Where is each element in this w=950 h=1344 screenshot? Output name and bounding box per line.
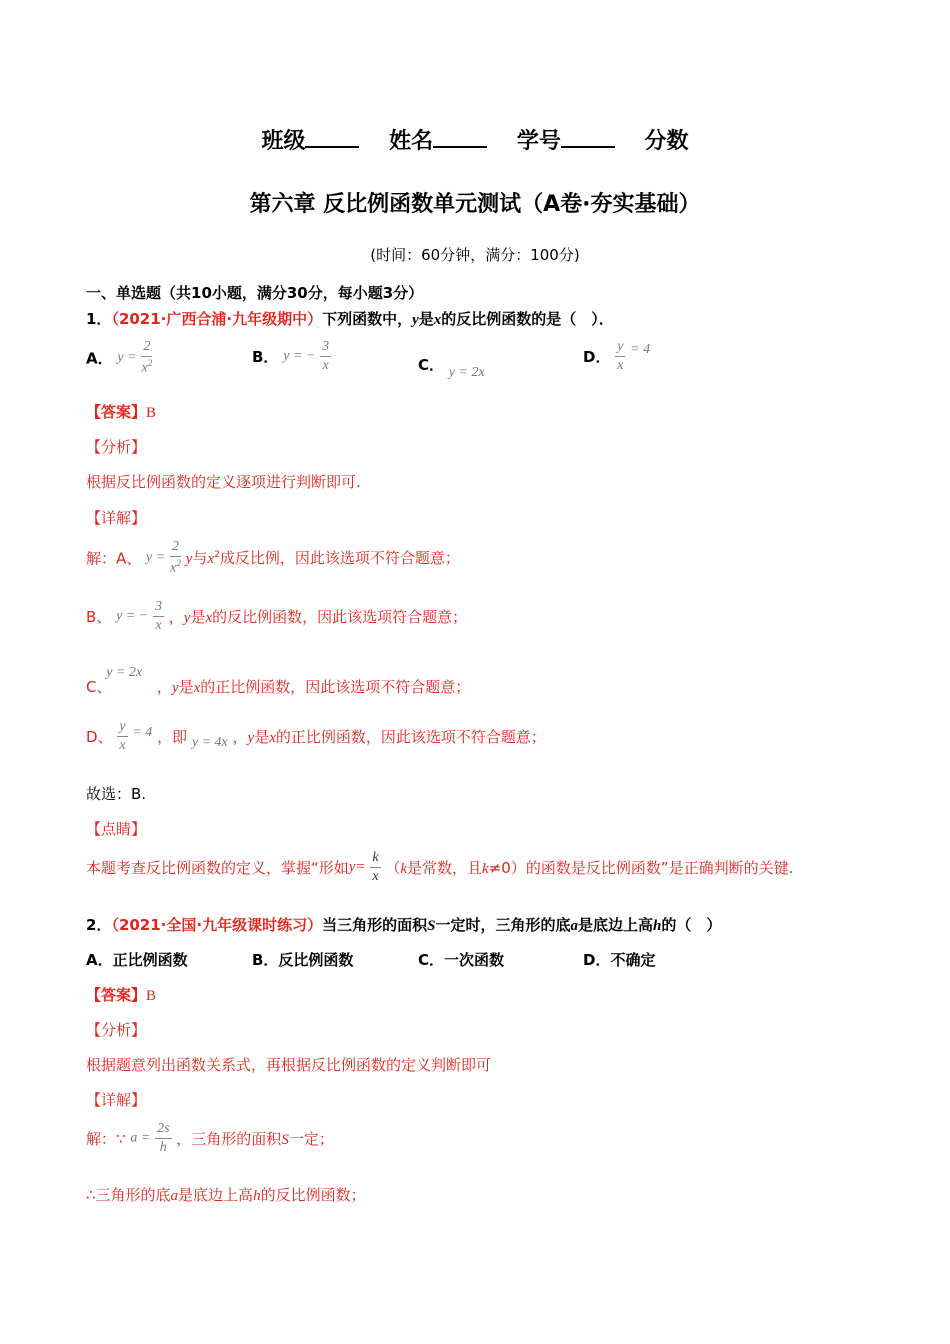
class-blank <box>305 126 359 148</box>
answer-value: B <box>146 988 157 1004</box>
detail-prefix: 解：∵ <box>86 1130 126 1148</box>
q2-stem-text-c: 是底边上高 <box>577 916 653 934</box>
answer-tag: 【答案】 <box>86 986 147 1004</box>
var-y: y <box>171 680 179 696</box>
q2-stem <box>86 914 721 935</box>
class-label: 班级 <box>261 129 306 154</box>
option-label: D． <box>583 348 611 366</box>
q2-detail-tag: 【详解】 <box>86 1091 147 1109</box>
detail-text: 是 <box>254 728 270 746</box>
fraction-den: x <box>155 618 162 633</box>
fraction-num: 3 <box>320 340 331 357</box>
id-label: 学号 <box>516 129 561 154</box>
detail-text: ， <box>232 728 248 746</box>
detail-rhs: = 4 <box>132 724 153 740</box>
detail-lhs: y = − <box>116 608 149 624</box>
var-x: x <box>193 680 201 696</box>
q1-conclusion: 故选：B. <box>86 785 147 803</box>
detail-lhs: a = <box>130 1130 151 1146</box>
detail-text: 是底边上高 <box>178 1186 254 1204</box>
q1-detail-c <box>86 660 471 696</box>
q2-detail <box>86 1122 334 1155</box>
point-fraction <box>370 851 380 884</box>
fraction-num: y <box>117 720 127 737</box>
detail-text: 的反比例函数，因此该选项符合题意； <box>212 608 468 626</box>
detail-text: 与 <box>192 549 208 568</box>
q1-stem-text: 下列函数中， <box>322 310 413 328</box>
fraction-den: x <box>141 360 148 376</box>
q1-stem <box>86 308 614 329</box>
q2-source: （2021·全国·九年级课时练习） <box>111 916 323 934</box>
option-rhs: = 4 <box>630 342 651 357</box>
q1-detail-tag: 【详解】 <box>86 509 147 527</box>
q2-therefore <box>86 1184 366 1205</box>
id-blank <box>561 126 615 148</box>
q1-analysis-tag: 【分析】 <box>86 438 147 456</box>
detail-expr: y = 4x <box>191 734 228 750</box>
q2-number: 2． <box>86 916 112 934</box>
q2-var-a: a <box>570 918 578 934</box>
q1-var-y: y <box>412 312 419 328</box>
q2-analysis: 根据题意列出函数关系式，再根据反比例函数的定义判断即可 <box>86 1056 492 1074</box>
q1-number: 1． <box>86 310 112 328</box>
q2-option-d: D．不确定 <box>583 951 656 969</box>
var-a: a <box>170 1188 179 1204</box>
q1-point <box>86 851 793 884</box>
detail-text: 是 <box>178 678 194 696</box>
student-info-header <box>0 124 950 155</box>
q1-option-c <box>418 354 485 380</box>
q2-stem-text: 当三角形的面积 <box>322 916 428 934</box>
option-fraction <box>320 340 331 373</box>
detail-text: 的正比例函数，因此该选项不符合题意； <box>275 728 546 746</box>
var-s: S <box>281 1132 289 1148</box>
q2-var-h: h <box>652 918 662 934</box>
detail-text: ∴三角形的底 <box>86 1186 171 1204</box>
option-label: A． <box>86 349 113 368</box>
point-y-eq: y= <box>348 859 366 875</box>
fraction-den: h <box>159 1140 167 1155</box>
q2-option-a: A．正比例函数 <box>86 951 188 969</box>
detail-prefix: D、 <box>86 728 113 746</box>
option-label: C． <box>418 356 445 374</box>
var-x: x <box>269 730 276 746</box>
section-heading: 一、单选题（共10小题，满分30分，每小题3分） <box>86 284 424 302</box>
var-x: x <box>207 551 215 568</box>
detail-text: 是 <box>190 608 206 626</box>
fraction-den-sup: 2 <box>176 558 181 568</box>
detail-prefix: 解：A、 <box>86 549 142 568</box>
fraction-num: 3 <box>153 600 164 617</box>
detail-lhs: y = <box>146 549 166 565</box>
var-y: y <box>247 730 255 746</box>
var-h: h <box>253 1188 261 1204</box>
point-text: 本题考查反比例函数的定义，掌握“形如 <box>86 859 349 877</box>
q2-answer <box>86 984 156 1005</box>
q1-stem-text-c: 的反比例函数的是（ ）． <box>441 310 614 328</box>
q1-var-x: x <box>433 312 442 328</box>
detail-text: ， <box>156 678 172 696</box>
q1-source: （2021·广西合浦·九年级期中） <box>111 310 323 328</box>
detail-fraction <box>170 540 181 576</box>
detail-text: 一定； <box>288 1130 334 1148</box>
fraction-num: 2 <box>141 340 152 357</box>
score-label: 分数 <box>644 129 689 154</box>
detail-text: 的反比例函数； <box>260 1186 366 1204</box>
q1-answer <box>86 401 156 422</box>
q1-option-a <box>86 340 152 376</box>
var-k: k <box>400 861 408 877</box>
fraction-num: 2s <box>155 1122 171 1139</box>
fraction-num: 2 <box>170 540 181 557</box>
detail-prefix: B、 <box>86 608 112 626</box>
option-fraction <box>615 340 625 373</box>
fraction-num: y <box>615 340 625 357</box>
var-x-sup: 2 <box>214 550 220 561</box>
fraction-den-sup: 2 <box>147 358 153 368</box>
q1-option-d <box>583 340 650 373</box>
name-label: 姓名 <box>389 129 434 154</box>
q2-stem-text-b: 一定时，三角形的底 <box>435 916 571 934</box>
q1-option-b <box>252 340 331 373</box>
detail-expr: y = 2x <box>106 665 143 680</box>
q1-point-tag: 【点睛】 <box>86 820 147 838</box>
fraction-den: x <box>170 560 177 576</box>
q2-option-b: B．反比例函数 <box>252 951 354 969</box>
q1-detail-d <box>86 720 546 753</box>
q1-detail-b <box>86 600 467 633</box>
q2-option-c: C．一次函数 <box>418 951 505 969</box>
detail-fraction <box>155 1122 171 1155</box>
option-label: B． <box>252 348 279 366</box>
option-fraction <box>141 340 152 376</box>
detail-text: ， <box>168 608 184 626</box>
fraction-num: k <box>370 851 380 868</box>
fraction-den: x <box>119 738 126 753</box>
point-text: ≠0）的函数是反比例函数”是正确判断的关键. <box>488 859 794 877</box>
detail-text: 成反比例，因此该选项不符合题意； <box>219 549 460 568</box>
detail-text: 的正比例函数，因此该选项不符合题意； <box>200 678 471 696</box>
detail-prefix: C、 <box>86 678 112 696</box>
var-k: k <box>482 861 489 877</box>
q1-analysis: 根据反比例函数的定义逐项进行判断即可. <box>86 473 361 491</box>
option-expr: y = 2x <box>448 365 485 380</box>
fraction-den: x <box>322 358 329 373</box>
detail-fraction <box>153 600 164 633</box>
q1-detail-a <box>86 540 460 576</box>
var-x: x <box>205 610 213 626</box>
q2-analysis-tag: 【分析】 <box>86 1021 147 1039</box>
detail-text: ，即 <box>157 728 188 746</box>
q2-stem-text-d: 的（ ） <box>661 916 722 934</box>
q1-stem-text-b: 是 <box>418 310 434 328</box>
detail-text: ，三角形的面积 <box>176 1130 282 1148</box>
answer-value: B <box>146 405 157 421</box>
var-y: y <box>185 551 193 568</box>
answer-tag: 【答案】 <box>86 403 147 421</box>
fraction-den: x <box>617 358 624 373</box>
option-lhs: y = − <box>283 348 316 364</box>
detail-fraction <box>117 720 127 753</box>
option-lhs: y = <box>117 349 137 365</box>
time-note: (时间：60分钟，满分：100分) <box>370 246 580 264</box>
page-title: 第六章 反比例函数单元测试（A卷·夯实基础） <box>249 192 701 217</box>
fraction-den: x <box>372 869 379 884</box>
q2-var-s: S <box>427 918 436 934</box>
point-text: （ <box>385 859 401 877</box>
point-text: 是常数，且 <box>407 859 483 877</box>
name-blank <box>433 126 487 148</box>
var-y: y <box>183 610 191 626</box>
